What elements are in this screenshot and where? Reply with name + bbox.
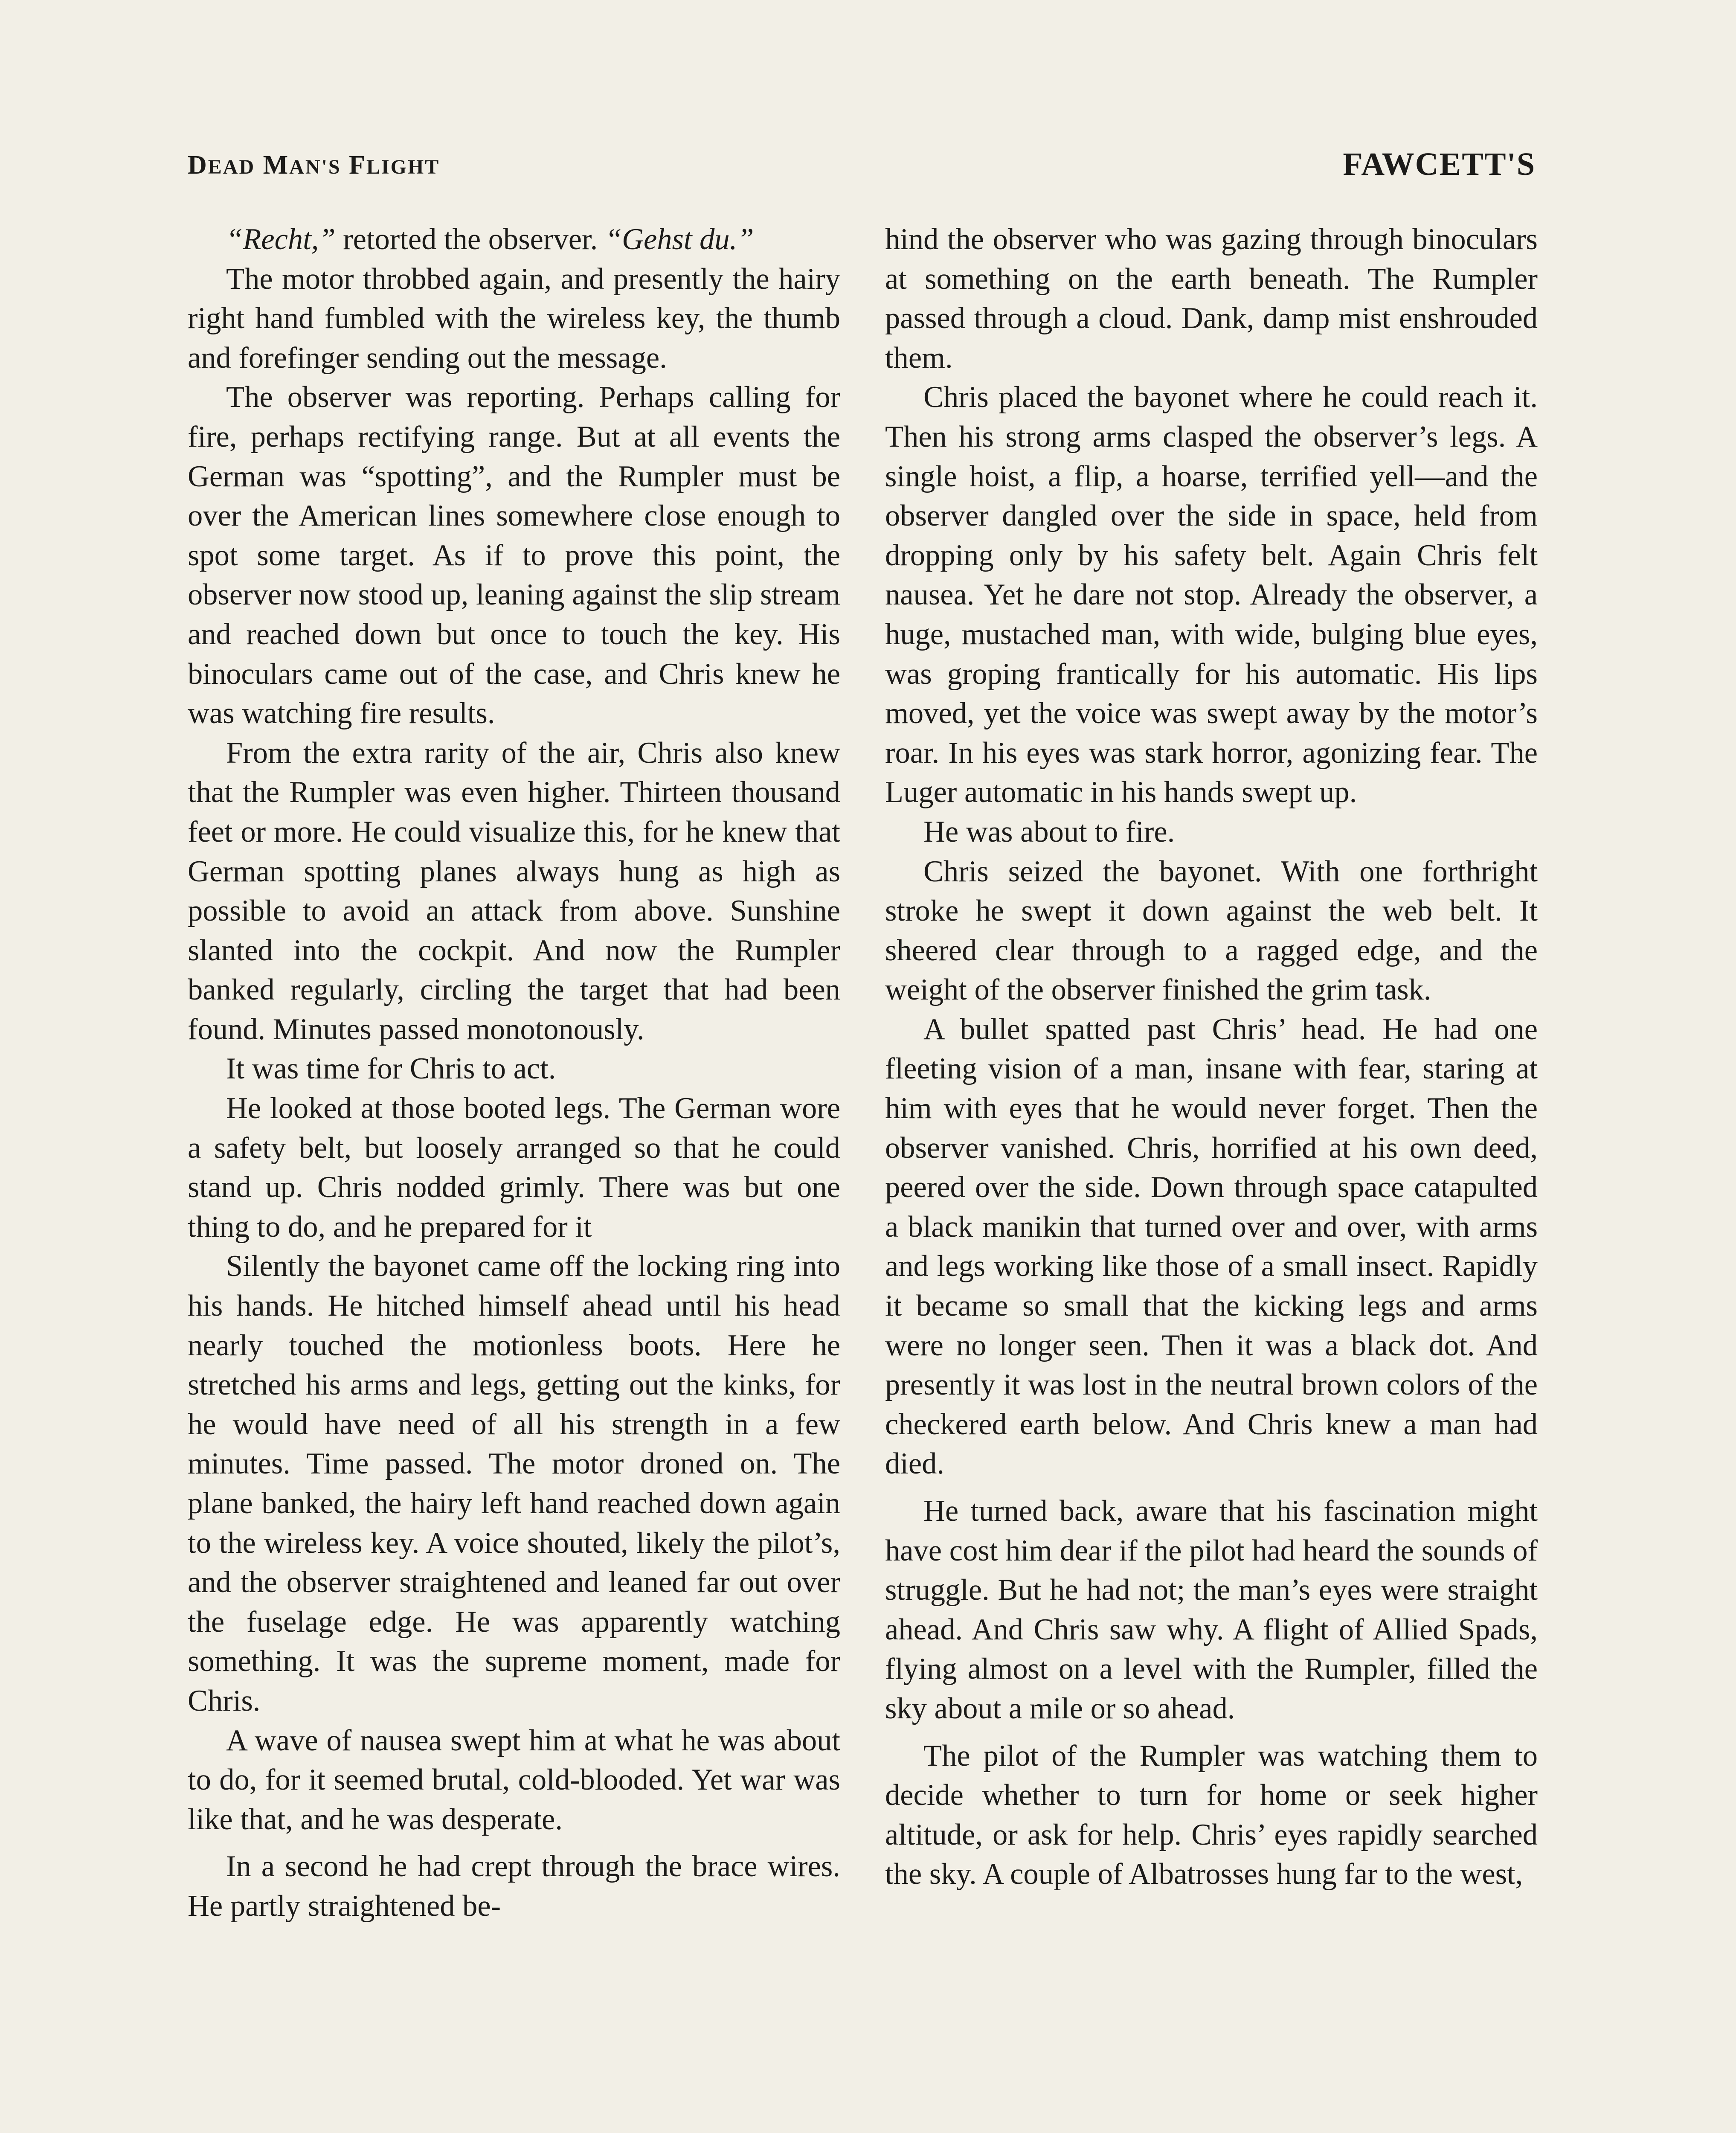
paragraph: It was time for Chris to act. (226, 1052, 556, 1086)
paragraph: The pilot of the Rumpler was watching them to decide whether to turn for home or seek higher altitude, or ask for help. Chris’ eyes rapidly searched the sky. A couple of Albatrosses hung far to the west, (885, 1739, 1538, 1891)
paragraph: The motor throbbed again, and presently the hairy right hand fumbled with the wireless key, the thumb and forefinger sending out the message. (188, 262, 840, 375)
left-text-column (188, 220, 840, 2133)
paragraph: Chris seized the bayonet. With one forthright stroke he swept it down against the web belt. It sheered clear through to a ragged edge, and the weight of the observer finished the grim task. (885, 854, 1538, 1007)
paragraph: A bullet spatted past Chris’ head. He had one fleeting vision of a man, insane with fear, staring at him with eyes that he would never forget. Then the observer vanished. Chris, horrified at his own deed, peered over the side. Down through space catapulted a black manikin that turned over and over, with arms and legs working like those of a small insect. Rapidly it became so small that the kicking legs and arms were no longer seen. Then it was a black dot. And presently it was lost in the neutral brown colors of the checkered earth below. And Chris knew a man had died. (885, 1012, 1538, 1481)
paragraph: He looked at those booted legs. The German wore a safety belt, but loosely arranged so that he could stand up. Chris nodded grimly. There was but one thing to do, and he prepared for it (188, 1092, 840, 1244)
magazine-title-header: FAWCETT'S (1343, 146, 1536, 182)
paragraph-opening: “Recht,” retorted the observer. “Gehst du.” (226, 223, 754, 256)
paragraph: He turned back, aware that his fascination might have cost him dear if the pilot had heard the sounds of struggle. But he had not; the man’s eyes were straight ahead. And Chris saw why. A flight of Allied Spads, flying almost on a level with the Rumpler, filled the sky about a mile or so ahead. (885, 1494, 1538, 1725)
paragraph: Silently the bayonet came off the locking ring into his hands. He hitched himself ahead until his head nearly touched the motionless boots. Here he stretched his arms and legs, getting out the kinks, for he would have need of all his strength in a few minutes. Time passed. The motor droned on. The plane banked, the hairy left hand reached down again to the wireless key. A voice shouted, likely the pilot’s, and the observer straightened and leaned far out over the fuselage edge. He was apparently watching something. It was the supreme moment, made for Chris. (188, 1250, 840, 1717)
paragraph-continued: hind the observer who was gazing through binoculars at something on the earth beneath. The Rumpler passed through a cloud. Dank, damp mist enshrouded them. (885, 223, 1538, 375)
paragraph: From the extra rarity of the air, Chris also knew that the Rumpler was even higher. Thirteen thousand feet or more. He could visualize this, for he knew that German spotting planes always hung as high as possible to avoid an attack from above. Sunshine slanted into the cockpit. And now the Rumpler banked regularly, circling the target that had been found. Minutes passed monotonously. (188, 736, 840, 1046)
paragraph: Chris placed the bayonet where he could reach it. Then his strong arms clasped the observer’s legs. A single hoist, a flip, a hoarse, terrified yell—and the observer dangled over the side in space, held from dropping only by his safety belt. Again Chris felt nausea. Yet he dare not stop. Already the observer, a huge, mustached man, with wide, bulging blue eyes, was groping frantically for his automatic. His lips moved, yet the voice was swept away by the motor’s roar. In his eyes was stark horror, agonizing fear. The Luger automatic in his hands swept up. (885, 381, 1538, 809)
paragraph: He was about to fire. (923, 815, 1175, 849)
paragraph: A wave of nausea swept him at what he was about to do, for it seemed brutal, cold-blooded. Yet war was like that, and he was desperate. (188, 1723, 840, 1836)
right-text-column (885, 220, 1538, 2133)
paragraph: The observer was reporting. Perhaps calling for fire, perhaps rectifying range. But at all events the German was “spotting”, and the Rumpler must be over the American lines somewhere close enough to spot some target. As if to prove this point, the observer now stood up, leaning against the slip stream and reached down but once to touch the key. His binoculars came out of the case, and Chris knew he was watching fire results. (188, 381, 840, 730)
running-header (0, 137, 1736, 184)
story-title-header: DEAD MAN'S FLIGHT (188, 151, 440, 180)
paragraph: In a second he had crept through the brace wires. He partly straightened be- (188, 1850, 840, 1923)
